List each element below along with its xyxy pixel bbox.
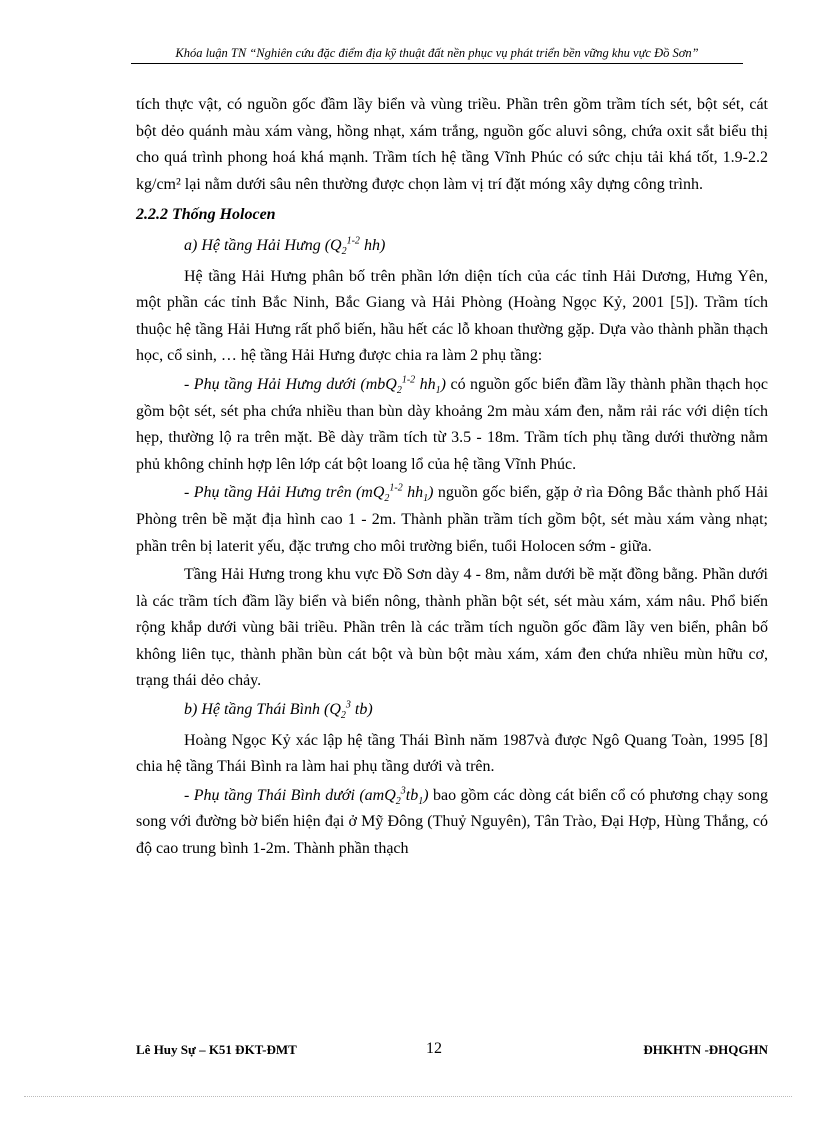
page-body	[136, 92, 768, 865]
running-header: Khóa luận TN “Nghiên cứu đặc điểm địa kỹ thuật đất nền phục vụ phát triển bền vững khu vực Đồ Sơn”	[131, 46, 743, 64]
subsection-thai-binh-prefix: b) Hệ tầng Thái Bình (Q	[184, 701, 341, 719]
paragraph-hai-hung-distribution: Hệ tầng Hải Hưng phân bố trên phần lớn diện tích của các tỉnh Hải Dương, Hưng Yên, một phần các tỉnh Bắc Ninh, Bắc Giang và Hải Phòng (Hoàng Ngọc Kỷ, 2001 [5]). Trầm tích thuộc hệ tầng Hải Hưng rất phổ biến, hầu hết các lỗ khoan thường gặp. Dựa vào thành phần thạch học, cổ sinh, … hệ tầng Hải Hưng được chia ra làm 2 phụ tầng:	[136, 267, 768, 365]
sublayer-upper-name: - Phụ tầng Hải Hưng trên ($mQ_2^{1-2}$ $hh_1$)	[184, 482, 434, 505]
sublayer-lower-name: - Phụ tầng Hải Hưng dưới (mbQ$_2^{1-2}$ $hh_1$)	[184, 374, 446, 397]
sublayer-thai-binh-lower-description: bao gồm các dòng cát biển cổ có phương chạy song song với đường bờ biển hiện đại ở Mỹ Đông (Thuỷ Nguyên), Tân Trào, Đại Hợp, Hùng Thắng, có độ cao trung bình 1-2m. Thành phần thạch	[136, 786, 768, 858]
paragraph-vinh-phuc-continuation: tích thực vật, có nguồn gốc đầm lầy biển và vùng triều. Phần trên gồm trầm tích sét, bột sét, cát bột dẻo quánh màu xám vàng, hồng nhạt, xám trắng, nguồn gốc aluvi sông, chứa oxit sắt biểu thị cho quá trình phong hoá khá mạnh. Trầm tích hệ tầng Vĩnh Phúc có sức chịu tải khá tốt, 1.9-2.2 kg/cm² lại nằm dưới sâu nên thường được chọn làm vị trí đặt móng xây dựng công trình.	[136, 96, 768, 193]
sublayer-lower-description: có nguồn gốc biển đầm lầy thành phần thạch học gồm bột sét, sét pha chứa nhiều than bùn dày khoảng 2m màu xám đen, nằm rải rác với diện tích hẹp, thường lộ ra trên mặt. Bề dày trầm tích từ 3.5 - 18m. Trầm tích phụ tầng dưới thường nằm phủ không chỉnh hợp lên lớp cát bột loang lổ của hệ tầng Vĩnh Phúc.	[136, 375, 769, 473]
formula-sub: 2	[341, 246, 347, 258]
paragraph-hai-hung-upper	[136, 480, 768, 560]
subsection-hai-hung-suffix: hh)	[359, 236, 386, 254]
paragraph-thai-binh-lower	[136, 783, 768, 863]
page-number: 12	[426, 1040, 442, 1057]
page-break-divider	[24, 1096, 792, 1097]
subsection-hai-hung-prefix: a) Hệ tầng Hải Hưng (Q	[184, 236, 342, 254]
subsection-thai-binh	[136, 697, 768, 724]
subsection-thai-binh-suffix: tb)	[350, 701, 373, 719]
subsection-hai-hung	[136, 233, 768, 260]
footer-author: Lê Huy Sự – K51 ĐKT-ĐMT	[136, 1042, 297, 1057]
paragraph-thai-binh-intro: Hoàng Ngọc Kỷ xác lập hệ tầng Thái Bình năm 1987và được Ngô Quang Toàn, 1995 [8] chia hệ tầng Thái Bình ra làm hai phụ tầng dưới và trên.	[136, 731, 768, 776]
sublayer-thai-binh-lower-name: - Phụ tầng Thái Bình dưới $(amQ_2^3tb_1)$	[184, 785, 429, 808]
page-footer	[136, 1038, 768, 1062]
formula-sub: 2	[340, 710, 346, 722]
formula-sup: 1-2	[346, 235, 360, 247]
footer-institution: ĐHKHTN -ĐHQGHN	[643, 1042, 768, 1057]
paragraph-hai-hung-do-son: Tầng Hải Hưng trong khu vực Đồ Sơn dày 4 - 8m, nằm dưới bề mặt đồng bằng. Phần dưới là các trầm tích đầm lầy biển và biển nông, thành phần bột sét, sét màu xám, xám nâu. Phổ biến rộng khắp dưới vùng bãi triều. Phần trên là các trầm tích nguồn gốc đầm lầy ven biển, phân bố không liên tục, thành phần bùn cát bột và bùn bột màu xám, xám đen chứa nhiều mùn hữu cơ, trạng thái dẻo chảy.	[136, 566, 768, 690]
paragraph-hai-hung-lower	[136, 372, 768, 478]
sublayer-upper-description: nguồn gốc biển, gặp ở rìa Đông Bắc thành phố Hải Phòng trên bề mặt địa hình cao 1 - 2m. Thành phần trầm tích gồm bột, sét màu xám vàng nhạt; phần trên bị laterit yếu, đặc trưng cho môi trường biển, tuổi Holocen sớm - giữa.	[136, 484, 769, 555]
formula-sup: 3	[345, 699, 351, 711]
section-heading-holocen: 2.2.2 Thống Holocen	[136, 206, 276, 224]
